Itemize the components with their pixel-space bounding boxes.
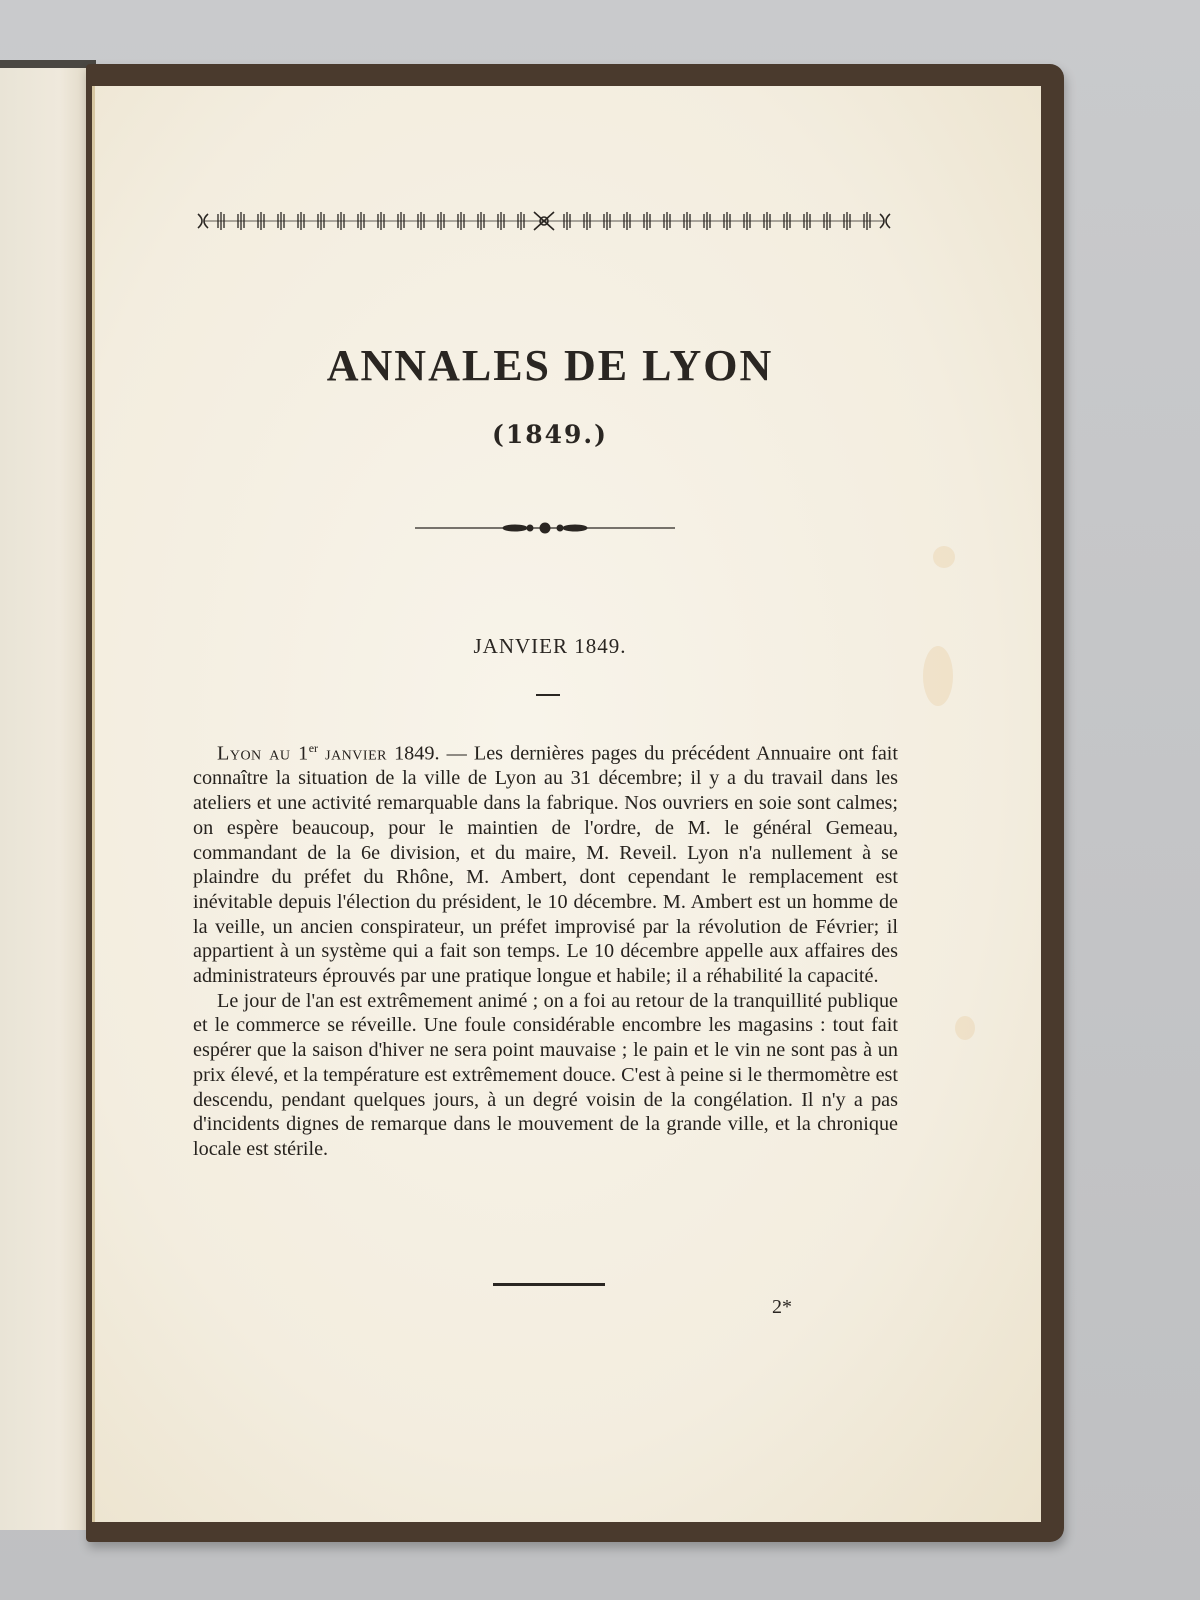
paragraph-2: Le jour de l'an est extrêmement animé ; on a foi au retour de la tranquillité publique et le commerce se réveille. Une foule considérable encombre les magasins : tout fait espérer que la saison d'hiver ne sera point mauvaise ; le pain et le vin ne sont pas à un prix élevé, et la température est extrêmement douce. C'est à peine si le thermomètre est descendu, pendant quelques jours, à un degré voisin de la congélation. Il n'y a pas d'incidents dignes de remarque dans le mouvement de la grande ville, et la chronique locale est stérile. xyxy=(193,989,898,1160)
paragraph-1-superscript: er xyxy=(308,741,319,755)
document-year: (1849.) xyxy=(492,420,608,449)
paragraph-1-lead: Lyon au 1 xyxy=(217,742,309,765)
body-text xyxy=(193,736,898,1162)
paragraph-1 xyxy=(193,736,898,989)
foxing-spot xyxy=(923,646,953,706)
bottom-rule xyxy=(493,1283,605,1286)
section-heading: JANVIER 1849. xyxy=(473,634,627,658)
paragraph-1-lead-end: janvier xyxy=(325,742,387,765)
foxing-spot xyxy=(933,546,955,568)
foxing-spot xyxy=(955,1016,975,1040)
signature-mark: 2* xyxy=(772,1296,792,1318)
paragraph-1-text: 1849. — Les dernières pages du précédent Annuaire ont fait connaître la situation de la ville de Lyon au 31 décembre; il y a du travail dans les ateliers et une activité remarquable dans la fabrique. Nos ouvriers en soie sont calmes; on espère beaucoup, pour le maintien de l'ordre, de M. le général Gemeau, commandant de la 6e division, et du maire, M. Reveil. Lyon n'a nullement à se plaindre du préfet du Rhône, M. Ambert, dont cependant le remplacement est inévitable depuis l'élection du président, le 10 décembre. M. Ambert est un homme de la veille, un ancien conspirateur, un préfet improvisé par la révolution de Février; il appartient à un système qui a fait son temps. Le 10 décembre appelle aux affaires des administrateurs éprouvés par une pratique longue et habile; il a réhabilité la capacité. xyxy=(193,742,898,988)
section-dash xyxy=(536,694,560,696)
document-title: ANNALES DE LYON xyxy=(326,341,774,390)
header-ornament xyxy=(194,206,894,236)
title-divider-ornament xyxy=(415,518,675,538)
